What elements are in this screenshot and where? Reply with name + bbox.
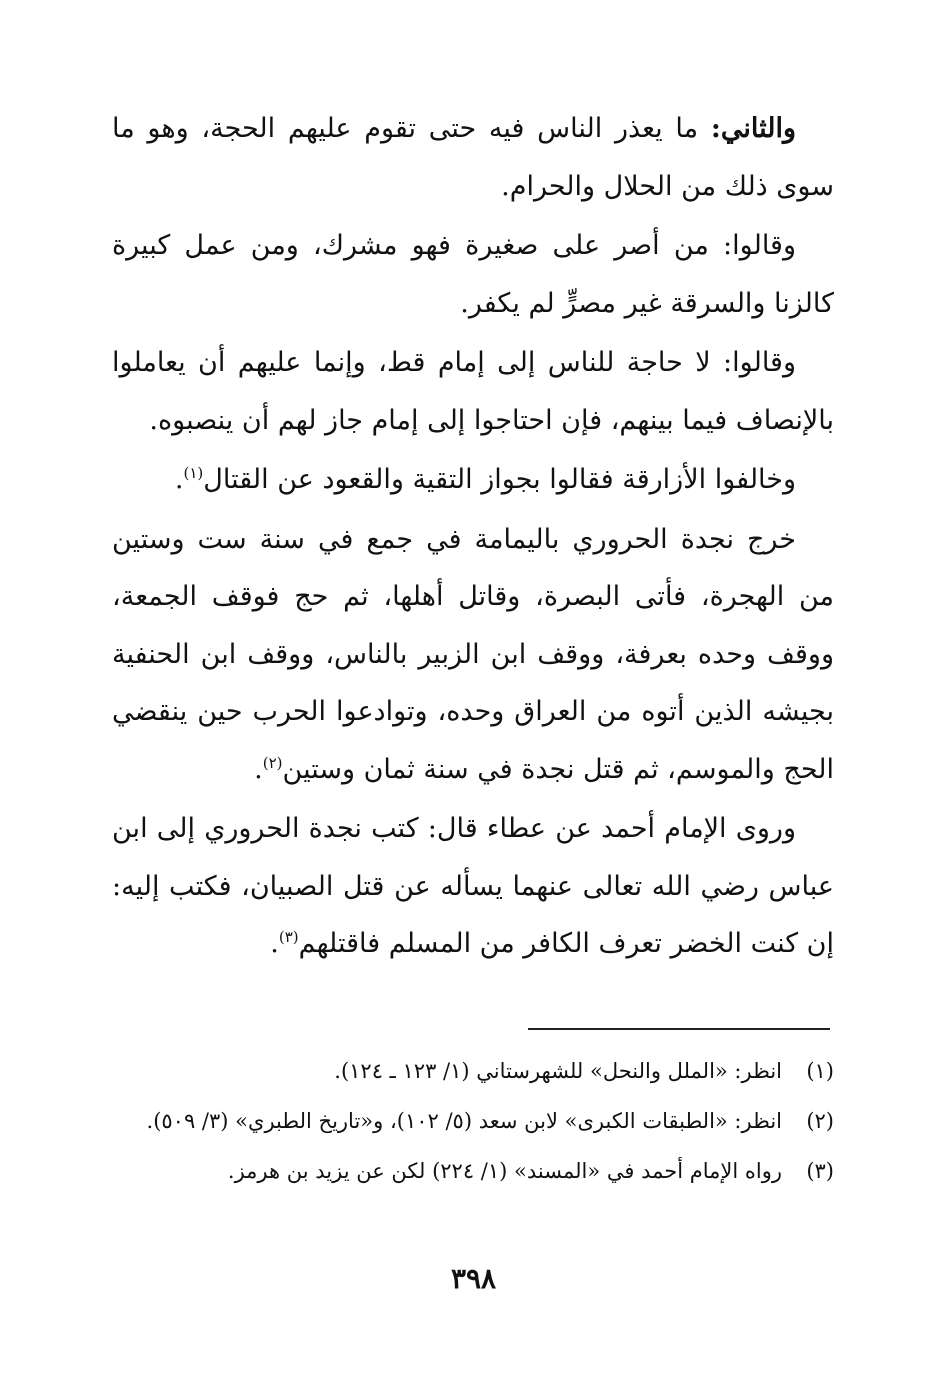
footnote-2 [112, 1098, 834, 1144]
footnote-number: (٢) [806, 1109, 834, 1133]
paragraph-text: خرج نجدة الحروري باليمامة في جمع في سنة ست وستين من الهجرة، فأتى البصرة، وقاتل أهلها، ثم حج فوقف الجمعة، ووقف وحده بعرفة، ووقف ابن الزبير بالناس، ووقف ابن الحنفية بجيشه الذين أتوه من العراق وحده، وتوادعوا الحرب حين ينقضي الحج والموسم، ثم قتل نجدة في سنة ثمان وستين [112, 523, 834, 785]
footnotes [112, 1048, 834, 1198]
paragraph-end: . [254, 753, 263, 785]
paragraph-3 [112, 334, 834, 449]
paragraph-end: . [270, 928, 279, 959]
paragraph-end: . [174, 464, 184, 495]
footnote-separator [528, 1028, 830, 1030]
footnote-number: (١) [806, 1059, 834, 1083]
paragraph-text: وقالوا: من أصر على صغيرة فهو مشرك، ومن عمل كبيرة كالزنا والسرقة غير مصرٍّ لم يكفر. [112, 230, 834, 319]
paragraph-5 [112, 511, 834, 799]
main-text [112, 100, 834, 975]
paragraph-text: وخالفوا الأزارقة فقالوا بجواز التقية والقعود عن القتال [203, 464, 796, 495]
paragraph-lead: والثاني: [710, 113, 796, 144]
paragraph-6 [112, 800, 834, 973]
footnote-text: رواه الإمام أحمد في «المسند» (١/ ٢٢٤) لكن عن يزيد بن هرمز. [227, 1159, 782, 1183]
footnote-1 [112, 1048, 834, 1094]
paragraph-1 [112, 100, 834, 215]
paragraph-text: وقالوا: لا حاجة للناس إلى إمام قط، وإنما عليهم أن يعاملوا بالإنصاف فيما بينهم، فإن احتاجوا إلى إمام جاز لهم أن ينصبوه. [112, 347, 834, 436]
footnote-number: (٣) [806, 1159, 834, 1183]
paragraph-text: ما يعذر الناس فيه حتى تقوم عليهم الحجة، وهو ما سوى ذلك من الحلال والحرام. [112, 113, 834, 202]
paragraph-2 [112, 217, 834, 332]
footnote-text: انظر: «الملل والنحل» للشهرستاني (١/ ١٢٣ ـ ١٢٤). [334, 1059, 782, 1083]
paragraph-4 [112, 451, 834, 509]
footnote-reference[interactable]: (٣) [278, 928, 299, 946]
page-number: ٣٩٨ [450, 1262, 497, 1295]
footnote-text: انظر: «الطبقات الكبرى» لابن سعد (٥/ ١٠٢)، و«تاريخ الطبري» (٣/ ٥٠٩). [146, 1109, 782, 1133]
footnote-reference[interactable]: (٢) [262, 753, 283, 772]
footnote-3 [112, 1148, 834, 1194]
paragraph-text: وروى الإمام أحمد عن عطاء قال: كتب نجدة الحروري إلى ابن عباس رضي الله تعالى عنهما يسأله عن قتل الصبيان، فكتب إليه: إن كنت الخضر تعرف الكافر من المسلم فاقتلهم [112, 813, 834, 959]
footnote-reference[interactable]: (١) [183, 464, 204, 482]
